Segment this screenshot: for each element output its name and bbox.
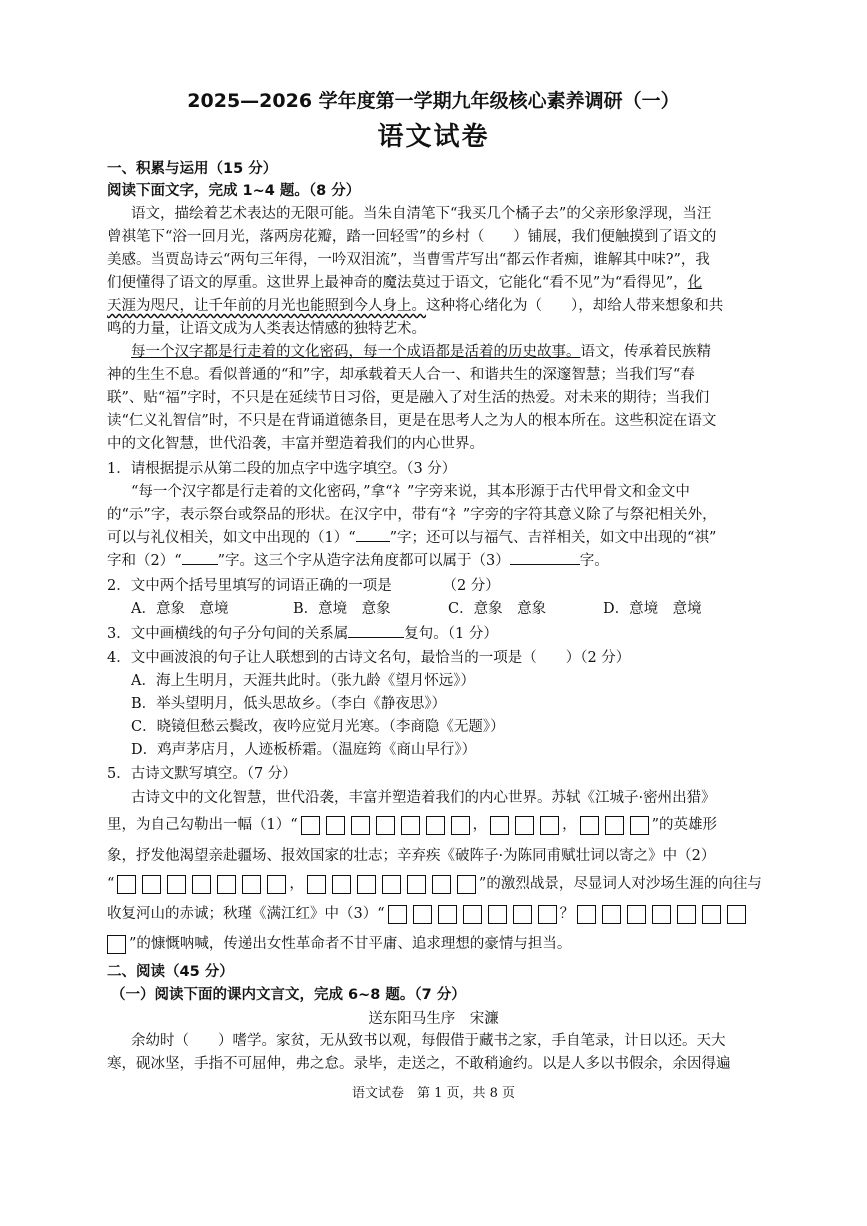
passage1-line: 鸣的力量，让语文成为人类表达情感的独特艺术。 [107, 321, 426, 337]
answer-blank[interactable] [510, 550, 580, 565]
q5-text-part: “ [107, 876, 115, 892]
q2-stem: 2．文中两个括号里填写的词语正确的一项是 （2 分） [107, 578, 500, 594]
section1-heading: 一、积累与运用（15 分） [107, 161, 278, 177]
q5-text [107, 814, 717, 836]
choice-c[interactable]: C．意象 意象 [448, 601, 547, 617]
choice-a[interactable]: A．海上生明月，天涯共此时。（张九龄《望月怀远》） [131, 673, 475, 689]
q2-choices [131, 598, 702, 620]
essay-heading [0, 1007, 867, 1028]
section2-heading: 二、阅读（45 分） [107, 964, 234, 980]
passage1-line: 语文，描绘着艺术表达的无限可能。当朱自清笔下“我买几个橘子去”的父亲形象浮现，当汪 [131, 206, 712, 222]
q5-stem: 5．古诗文默写填空。（7 分） [107, 766, 297, 782]
answer-blank[interactable] [182, 550, 218, 565]
q1-text-part: 可以与礼仪相关，如文中出现的（1）“ [107, 530, 356, 546]
section1-instruction: 阅读下面文字，完成 1~4 题。（8 分） [107, 183, 361, 199]
q1-text-part: ”字。这三个字从造字法角度都可以属于（3） [217, 553, 510, 569]
q1-text-part: 字。 [579, 553, 609, 569]
q1-text-part: ”字；还可以与福气、吉祥相关，如文中出现的“祺” [389, 530, 717, 546]
essay-line: 余幼时（ ）嗜学。家贫，无从致书以观，每假借于藏书之家，手自笔录，计日以还。天大 [131, 1033, 726, 1049]
choice-b[interactable]: B．意境 意象 [293, 601, 391, 617]
q1-text: 的“示”字，表示祭台或祭品的形状。在汉字中，带有“礻”字旁的字符其意义除了与祭祀相关外， [107, 507, 717, 523]
q5-text-part: ？ [559, 906, 575, 922]
exam-title: 2025—2026 学年度第一学期九年级核心素养调研（一） [187, 90, 680, 112]
page-footer: 语文试卷 第 1 页，共 8 页 [351, 1086, 516, 1101]
q5-text: 象，抒发他渴望亲赴疆场、报效国家的壮志；辛弃疾《破阵子·为陈同甫赋壮词以寄之》中（2） [107, 848, 716, 864]
choice-d[interactable]: D．鸡声茅店月，人迹板桥霜。（温庭筠《商山早行》） [131, 742, 477, 758]
passage1-line [107, 272, 702, 294]
answer-blank[interactable] [348, 623, 404, 638]
q5-text-part: 里，为自己勾勒出一幅（1）“ [107, 817, 298, 833]
essay-title: 送东阳马生序 [368, 1011, 456, 1027]
q1-stem: 1．请根据提示从第二段的加点字中选字填空。（3 分） [107, 461, 457, 477]
choice-c[interactable]: C．晓镜但愁云鬓改，夜吟应觉月光寒。（李商隐《无题》） [131, 719, 505, 735]
q5-text-part: ”的慷慨呐喊，传递出女性革命者不甘平庸、追求理想的豪情与担当。 [129, 936, 572, 952]
answer-boxes[interactable] [487, 814, 562, 836]
passage2-line: 中的文化智慧，世代沿袭，丰富并塑造着我们的内心世界。 [107, 436, 484, 452]
essay-author: 宋濂 [469, 1011, 499, 1027]
passage1-text: 这种将心绪化为（ ），却给人带来想象和共 [426, 298, 724, 314]
q3-stem [107, 623, 498, 645]
q4-stem: 4．文中画波浪的句子让人联想到的古诗文名句，最恰当的一项是（ ）（2 分） [107, 650, 631, 666]
q5-text-part: ， [472, 817, 488, 833]
exam-subject-title: 语文试卷 [377, 122, 490, 152]
q1-text-part: 字和（2）“ [107, 553, 182, 569]
q5-text-part: ”的英雄形 [651, 817, 718, 833]
q1-text [107, 550, 609, 572]
underlined-sentence: 每一个汉字都是行走着的文化密码，每一个成语都是活着的历史故事。 [131, 344, 581, 360]
passage1-line: 美感。当贾岛诗云“两句三年得，一吟双泪流”，当曹雪芹写出“都云作者痴，谁解其中味?”，我 [107, 252, 710, 268]
passage1-text: 们便懂得了语文的厚重。这世界上最神奇的魔法莫过于语文，它能化“看不见”为“看得见”， [107, 275, 688, 291]
q5-text-part: 收复河山的赤诚；秋瑾《满江红》中（3）“ [107, 906, 385, 922]
answer-boxes[interactable] [304, 873, 479, 895]
q5-text-part: ， [289, 876, 304, 892]
q3-text: 复句。（1 分） [404, 626, 498, 642]
passage1-line: 曾祺笔下“浴一回月光，落两房花瓣，踏一回轻雪”的乡村（ ）铺展，我们便触摸到了语文的 [107, 229, 717, 245]
q5-text-part: ”的激烈战景，尽显词人对沙场生涯的向往与 [478, 876, 762, 892]
passage2-line: 神的生生不息。看似普通的“和”字，却承载着天人合一、和谐共生的深邃智慧；当我们写“春 [107, 367, 695, 383]
answer-boxes[interactable] [114, 873, 289, 895]
q5-text [107, 873, 762, 895]
q1-text [107, 527, 716, 549]
q5-text [107, 903, 749, 925]
passage2-text: 语文，传承着民族精 [580, 344, 711, 360]
section2-subheading: （一）阅读下面的课内文言文，完成 6~8 题。（7 分） [111, 987, 466, 1003]
answer-boxes[interactable] [385, 903, 560, 925]
choice-d[interactable]: D．意境 意境 [603, 601, 702, 617]
answer-boxes[interactable] [298, 814, 473, 836]
q5-text: 古诗文中的文化智慧，世代沿袭，丰富并塑造着我们的内心世界。苏轼《江城子·密州出猎》 [131, 790, 716, 806]
wavy-underlined-sentence: 天涯为咫尺，让千年前的月光也能照到今人身上。 [107, 298, 426, 314]
q5-text-part: ， [562, 817, 577, 833]
q5-text [107, 933, 571, 955]
answer-boxes[interactable] [107, 933, 129, 955]
underlined-sentence: 化 [687, 275, 703, 291]
passage1-line [107, 295, 723, 317]
choice-b[interactable]: B．举头望明月，低头思故乡。（李白《静夜思》） [131, 696, 447, 712]
q3-text: 3．文中画横线的句子分句间的关系属 [107, 626, 349, 642]
passage2-line [131, 341, 711, 363]
choice-a[interactable]: A．意象 意境 [131, 601, 229, 617]
passage2-line: 联”、贴“福”字时，不只是在延续节日习俗，更是融入了对生活的热爱。对未来的期待；当我们 [107, 390, 710, 406]
essay-line: 寒，砚冰坚，手指不可屈伸，弗之怠。录毕，走送之，不敢稍逾约。以是人多以书假余，余因得遍 [107, 1056, 731, 1072]
answer-boxes[interactable] [574, 903, 749, 925]
passage2-line: 读“仁义礼智信”时，不只是在背诵道德条目，更是在思考人之为人的根本所在。这些积淀在语文 [107, 413, 717, 429]
answer-boxes[interactable] [577, 814, 652, 836]
answer-blank[interactable] [356, 527, 390, 542]
q1-text: “每一个汉字都是行走着的文化密码，”拿“礻”字旁来说，其本形源于古代甲骨文和金文中 [131, 484, 690, 500]
